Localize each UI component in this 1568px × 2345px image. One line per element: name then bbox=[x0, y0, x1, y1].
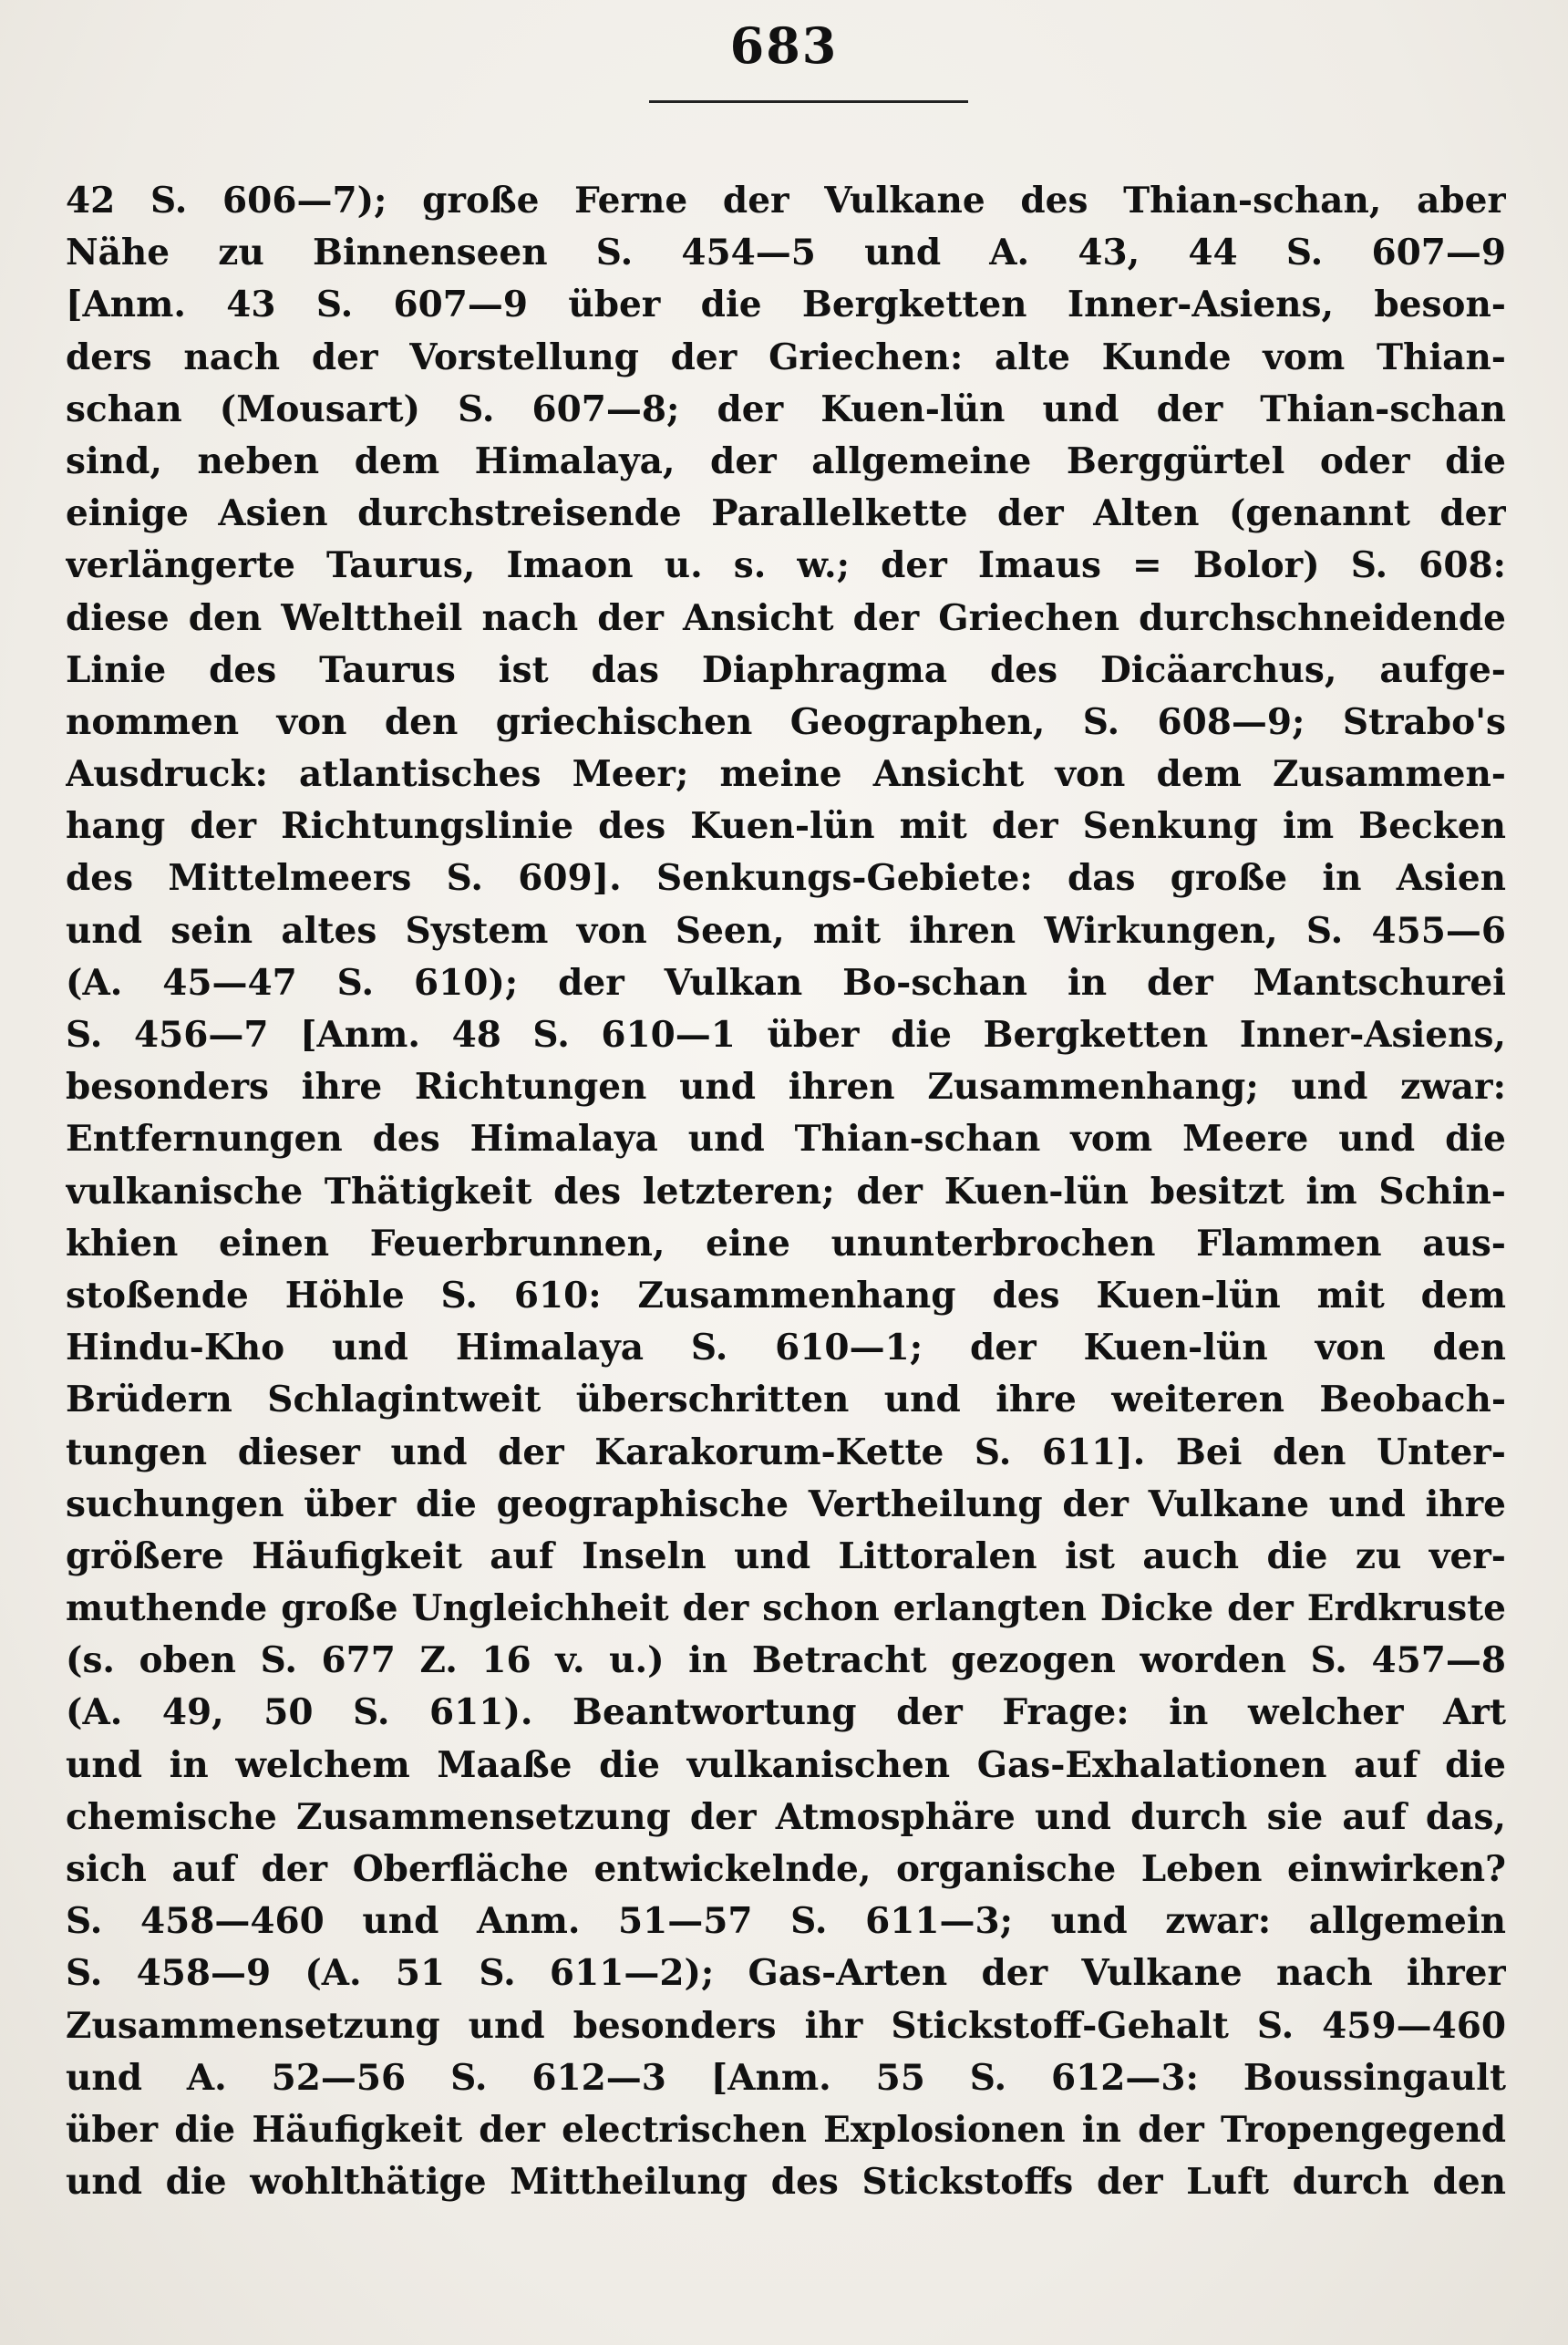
text-line: Zusammensetzung und besonders ihr Stickstoff-Gehalt S. 459—460 bbox=[66, 2004, 1506, 2047]
text-line: Brüdern Schlagintweit überschritten und ihre weiteren Beobach- bbox=[66, 1379, 1506, 1421]
text-line: hang der Richtungslinie des Kuen-lün mit der Senkung im Becken bbox=[66, 805, 1506, 848]
text-line: khien einen Feuerbrunnen, eine ununterbrochen Flammen aus- bbox=[66, 1222, 1506, 1265]
text-line: (A. 45—47 S. 610); der Vulkan Bo-schan in der Mantschurei bbox=[66, 961, 1506, 1004]
text-line: chemische Zusammensetzung der Atmosphäre und durch sie auf das, bbox=[66, 1795, 1506, 1838]
text-line: S. 458—9 (A. 51 S. 611—2); Gas-Arten der Vulkane nach ihrer bbox=[66, 1952, 1506, 1995]
text-line: Linie des Taurus ist das Diaphragma des Dicäarchus, aufge- bbox=[66, 648, 1506, 691]
text-line: über die Häufigkeit der electrischen Explosionen in der Tropengegend bbox=[66, 2108, 1506, 2151]
text-line: stoßende Höhle S. 610: Zusammenhang des Kuen-lün mit dem bbox=[66, 1274, 1506, 1317]
text-line: Entfernungen des Himalaya und Thian-schan vom Meere und die bbox=[66, 1118, 1506, 1161]
text-line: und A. 52—56 S. 612—3 [Anm. 55 S. 612—3: Boussingault bbox=[66, 2056, 1506, 2099]
text-line: muthende große Ungleichheit der schon erlangten Dicke der Erdkruste bbox=[66, 1587, 1506, 1630]
text-line: des Mittelmeers S. 609]. Senkungs-Gebiete: das große in Asien bbox=[66, 857, 1506, 900]
text-line: verlängerte Taurus, Imaon u. s. w.; der Imaus = Bolor) S. 608: bbox=[66, 544, 1506, 587]
text-line: ders nach der Vorstellung der Griechen: alte Kunde vom Thian- bbox=[66, 336, 1506, 378]
text-line: und die wohlthätige Mittheilung des Stickstoffs der Luft durch den bbox=[66, 2161, 1506, 2204]
text-line: diese den Welttheil nach der Ansicht der Griechen durchschneidende bbox=[66, 596, 1506, 639]
text-line: S. 458—460 und Anm. 51—57 S. 611—3; und zwar: allgemein bbox=[66, 1900, 1506, 1943]
text-line: und sein altes System von Seen, mit ihren Wirkungen, S. 455—6 bbox=[66, 909, 1506, 952]
text-line: (s. oben S. 677 Z. 16 v. u.) in Betracht gezogen worden S. 457—8 bbox=[66, 1639, 1506, 1682]
text-line: sind, neben dem Himalaya, der allgemeine Berggürtel oder die bbox=[66, 439, 1506, 482]
text-line: und in welchem Maaße die vulkanischen Gas-Exhalationen auf die bbox=[66, 1743, 1506, 1786]
text-line: nommen von den griechischen Geographen, S. 608—9; Strabo's bbox=[66, 700, 1506, 743]
text-line: S. 456—7 [Anm. 48 S. 610—1 über die Bergketten Inner-Asiens, bbox=[66, 1014, 1506, 1056]
text-line: tungen dieser und der Karakorum-Kette S. 611]. Bei den Unter- bbox=[66, 1431, 1506, 1473]
index-text-block bbox=[66, 175, 1506, 2208]
text-line: einige Asien durchstreisende Parallelkette der Alten (genannt der bbox=[66, 492, 1506, 535]
text-line: Hindu-Kho und Himalaya S. 610—1; der Kuen-lün von den bbox=[66, 1327, 1506, 1369]
text-line: Ausdruck: atlantisches Meer; meine Ansicht von dem Zusammen- bbox=[66, 753, 1506, 796]
text-line: (A. 49, 50 S. 611). Beantwortung der Frage: in welcher Art bbox=[66, 1691, 1506, 1734]
page-number: 683 bbox=[729, 16, 839, 75]
text-line: 42 S. 606—7); große Ferne der Vulkane des Thian-schan, aber bbox=[66, 180, 1506, 222]
header-rule bbox=[649, 100, 968, 103]
text-line: suchungen über die geographische Vertheilung der Vulkane und ihre bbox=[66, 1482, 1506, 1525]
text-line: schan (Mousart) S. 607—8; der Kuen-lün und der Thian-schan bbox=[66, 387, 1506, 430]
text-line: größere Häufigkeit auf Inseln und Littoralen ist auch die zu ver- bbox=[66, 1534, 1506, 1577]
text-line: [Anm. 43 S. 607—9 über die Bergketten Inner-Asiens, beson- bbox=[66, 284, 1506, 326]
text-line: vulkanische Thätigkeit des letzteren; der Kuen-lün besitzt im Schin- bbox=[66, 1170, 1506, 1213]
text-line: Nähe zu Binnenseen S. 454—5 und A. 43, 44 S. 607—9 bbox=[66, 232, 1506, 274]
text-line: besonders ihre Richtungen und ihren Zusammenhang; und zwar: bbox=[66, 1066, 1506, 1109]
text-line: sich auf der Oberfläche entwickelnde, organische Leben einwirken? bbox=[66, 1848, 1506, 1890]
